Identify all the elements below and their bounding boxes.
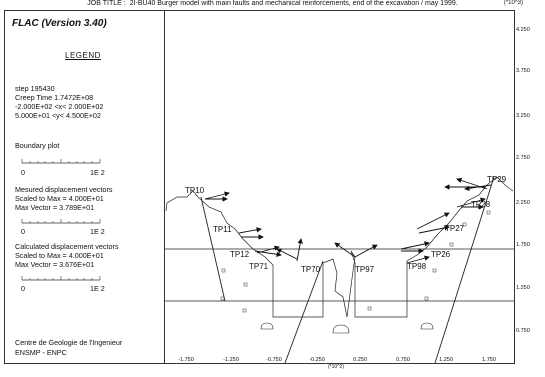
y-tick-1750: 1.750 (516, 242, 530, 248)
model-plot (165, 11, 514, 363)
label-tp10: TP10 (185, 186, 205, 195)
label-tp70: TP70 (301, 265, 321, 274)
step-value: step 195430 (15, 84, 55, 93)
x-range: -2.000E+02 <x< 2.000E+02 (15, 102, 104, 111)
label-tp98: TP98 (407, 262, 427, 271)
tunnel-opening-left (261, 323, 273, 329)
y-tick-2250: 2.250 (516, 200, 530, 206)
institution-line-2: ENSMP - ENPC (15, 348, 67, 357)
scale-bar-measured (20, 215, 102, 227)
label-tp26: TP26 (431, 250, 451, 259)
y-tick-3750: 3.750 (516, 68, 530, 74)
tunnel-opening-right (421, 323, 433, 329)
scale1-left: 0 (21, 168, 25, 177)
x-tick-m0250: -0.250 (309, 357, 325, 363)
tunnel-opening-center (333, 325, 349, 333)
x-tick-m0750: -0.750 (266, 357, 282, 363)
label-tp71: TP71 (249, 262, 269, 271)
boundary-plot-label: Boundary plot (15, 141, 60, 150)
label-tp29: TP29 (487, 175, 507, 184)
scale2-right: 1E 2 (90, 227, 105, 236)
legend-panel (5, 11, 165, 363)
app-title: FLAC (Version 3.40) (12, 18, 107, 29)
label-tp12: TP12 (230, 250, 250, 259)
institution-line-1: Centre de Geologie de l'Ingenieur (15, 338, 123, 347)
calculated-scaled: Scaled to Max = 4.000E+01 (15, 251, 104, 260)
label-tp27: TP27 (445, 224, 465, 233)
y-tick-0750: 0.750 (516, 328, 530, 334)
x-tick-m1750: -1.750 (178, 357, 194, 363)
scale3-left: 0 (21, 284, 25, 293)
scale3-right: 1E 2 (90, 284, 105, 293)
y-axis-units: (*10^3) (503, 0, 523, 6)
job-title-bar (0, 0, 545, 9)
measured-title: Mesured displacement vectors (15, 185, 113, 194)
calculated-max: Max Vector = 3.676E+01 (15, 260, 95, 269)
x-tick-0750: 0.750 (396, 357, 410, 363)
label-tp11: TP11 (213, 225, 232, 234)
y-tick-3250: 3.250 (516, 113, 530, 119)
y-tick-4250: 4.250 (516, 27, 530, 33)
x-tick-m1250: -1.250 (223, 357, 239, 363)
measured-scaled: Scaled to Max = 4.000E+01 (15, 194, 104, 203)
fault-center (285, 261, 323, 363)
y-range: 5.000E+01 <y< 4.500E+02 (15, 111, 101, 120)
creep-time: Creep Time 1.7472E+08 (15, 93, 94, 102)
legend-title: LEGEND (65, 51, 101, 60)
job-title-text: 2I-BU40 Burger model with main faults and mechanical reinforcements, end of the excavation / may 1999. (129, 0, 458, 7)
x-tick-1250: 1.250 (439, 357, 453, 363)
x-tick-1750: 1.750 (482, 357, 496, 363)
scale-bar-calculated (20, 272, 102, 284)
excavation-boundary (166, 177, 513, 317)
scale1-right: 1E 2 (90, 168, 105, 177)
job-title-label: JOB TITLE : (87, 0, 126, 7)
y-tick-2750: 2.750 (516, 155, 530, 161)
measured-max: Max Vector = 3.789E+01 (15, 203, 95, 212)
label-tp28: TP28 (471, 200, 491, 209)
label-tp97: TP97 (355, 265, 375, 274)
y-tick-1250: 1.250 (516, 285, 530, 291)
scale-bar-boundary (20, 155, 102, 167)
calculated-title: Calculated displacement vectors (15, 242, 119, 251)
scale2-left: 0 (21, 227, 25, 236)
x-tick-0250: 0.250 (353, 357, 367, 363)
x-axis-units: (*10^2) (328, 364, 344, 370)
